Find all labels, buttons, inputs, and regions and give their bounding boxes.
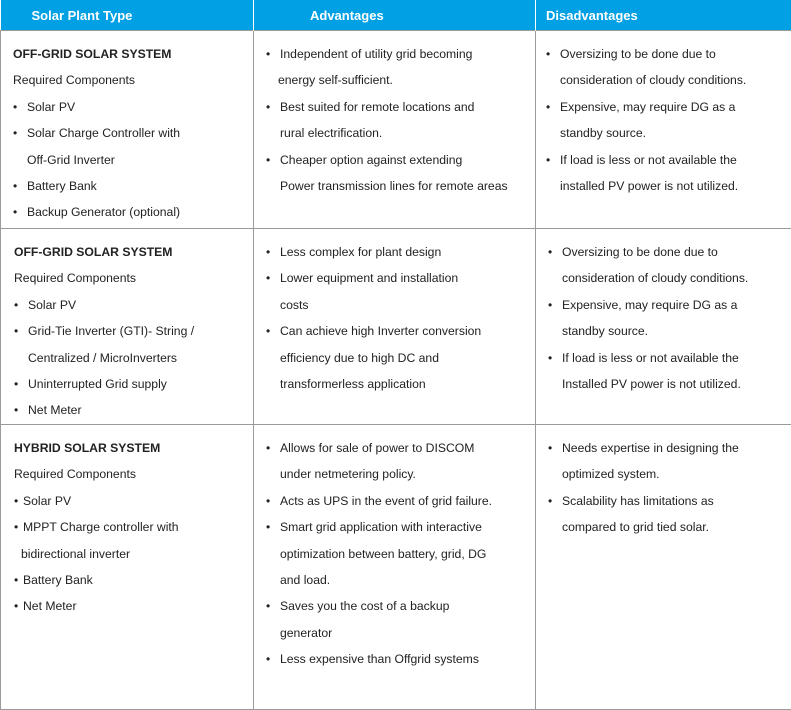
bullet-icon: • xyxy=(266,593,280,619)
advantage-item: Smart grid application with interactive xyxy=(280,520,482,534)
disadvantage-item: Scalability has limitations as xyxy=(562,494,714,508)
bullet-icon: • xyxy=(14,292,28,318)
bullet-icon: • xyxy=(546,94,560,120)
system-title: HYBRID SOLAR SYSTEM xyxy=(14,435,253,461)
component-item: Battery Bank xyxy=(27,179,97,193)
advantage-item: Cheaper option against extending xyxy=(280,153,462,167)
advantage-item-continued: rural electrification. xyxy=(280,126,382,140)
bullet-icon: • xyxy=(14,397,28,423)
bullet-icon: • xyxy=(13,94,27,120)
system-title: OFF-GRID SOLAR SYSTEM xyxy=(14,239,253,265)
header-disadvantages: Disadvantages xyxy=(536,0,791,31)
bullet-icon: • xyxy=(266,318,280,344)
bullet-icon: • xyxy=(546,41,560,67)
disadvantage-item-continued: standby source. xyxy=(562,324,648,338)
components-label: Required Components xyxy=(14,265,253,291)
bullet-icon: • xyxy=(14,318,28,344)
disadvantages-cell xyxy=(536,425,791,710)
bullet-icon: • xyxy=(546,147,560,173)
bullet-icon: • xyxy=(548,345,562,371)
component-item: Solar PV xyxy=(27,100,75,114)
disadvantage-item: If load is less or not available the xyxy=(562,351,739,365)
header-solar-plant-type: Solar Plant Type xyxy=(1,0,254,31)
bullet-icon: • xyxy=(14,488,23,514)
component-item: Net Meter xyxy=(23,599,77,613)
component-item-continued: bidirectional inverter xyxy=(21,547,130,561)
advantage-item-continued: under netmetering policy. xyxy=(280,467,416,481)
bullet-icon: • xyxy=(266,147,280,173)
advantage-item: Allows for sale of power to DISCOM xyxy=(280,441,474,455)
disadvantage-item-continued: standby source. xyxy=(560,126,646,140)
bullet-icon: • xyxy=(13,120,27,146)
bullet-icon: • xyxy=(266,265,280,291)
bullet-icon: • xyxy=(14,371,28,397)
disadvantage-item-continued: consideration of cloudy conditions. xyxy=(560,73,746,87)
header-row xyxy=(1,0,791,31)
component-item: Backup Generator (optional) xyxy=(27,205,180,219)
type-cell xyxy=(1,425,254,710)
component-item: MPPT Charge controller with xyxy=(23,520,179,534)
advantage-item-continued: transformerless application xyxy=(280,377,426,391)
component-item: Battery Bank xyxy=(23,573,93,587)
system-title: OFF-GRID SOLAR SYSTEM xyxy=(13,41,253,67)
component-item: Net Meter xyxy=(28,403,82,417)
advantage-item-continued: energy self-sufficient. xyxy=(278,73,393,87)
advantage-item-continued: and load. xyxy=(280,573,330,587)
disadvantage-item: Needs expertise in designing the xyxy=(562,441,739,455)
bullet-icon: • xyxy=(548,292,562,318)
advantage-item-continued: efficiency due to high DC and xyxy=(280,351,439,365)
disadvantage-item-continued: consideration of cloudy conditions. xyxy=(562,271,748,285)
component-item-continued: Off-Grid Inverter xyxy=(27,153,115,167)
component-item: Solar PV xyxy=(28,298,76,312)
disadvantage-item: Expensive, may require DG as a xyxy=(560,100,735,114)
table-row xyxy=(1,425,791,710)
advantages-cell xyxy=(254,229,536,425)
bullet-icon: • xyxy=(548,435,562,461)
advantage-item-continued: optimization between battery, grid, DG xyxy=(280,547,486,561)
advantage-item: Acts as UPS in the event of grid failure. xyxy=(280,494,492,508)
disadvantage-item-continued: installed PV power is not utilized. xyxy=(560,179,738,193)
bullet-icon: • xyxy=(13,173,27,199)
advantage-item-continued: generator xyxy=(280,626,332,640)
disadvantage-item: Oversizing to be done due to xyxy=(560,47,716,61)
bullet-icon: • xyxy=(14,514,23,540)
bullet-icon: • xyxy=(14,567,23,593)
component-item: Solar PV xyxy=(23,494,71,508)
bullet-icon: • xyxy=(548,239,562,265)
component-item-continued: Centralized / MicroInverters xyxy=(28,351,177,365)
components-label: Required Components xyxy=(14,461,253,487)
advantage-item: Less complex for plant design xyxy=(280,245,441,259)
advantages-cell xyxy=(254,31,536,229)
advantage-item: Lower equipment and installation xyxy=(280,271,458,285)
bullet-icon: • xyxy=(266,239,280,265)
type-cell xyxy=(1,31,254,229)
advantages-cell xyxy=(254,425,536,710)
disadvantage-item: Oversizing to be done due to xyxy=(562,245,718,259)
bullet-icon: • xyxy=(266,646,280,672)
advantage-item: Less expensive than Offgrid systems xyxy=(280,652,479,666)
bullet-icon: • xyxy=(266,94,280,120)
disadvantages-cell xyxy=(536,229,791,425)
bullet-icon: • xyxy=(13,199,27,225)
type-cell xyxy=(1,229,254,425)
advantage-item: Saves you the cost of a backup xyxy=(280,599,449,613)
bullet-icon: • xyxy=(266,514,280,540)
advantage-item-continued: Power transmission lines for remote areas xyxy=(280,179,508,193)
bullet-icon: • xyxy=(266,435,280,461)
components-label: Required Components xyxy=(13,67,253,93)
advantage-item: Best suited for remote locations and xyxy=(280,100,474,114)
component-item: Grid-Tie Inverter (GTI)- String / xyxy=(28,324,194,338)
disadvantage-item: Expensive, may require DG as a xyxy=(562,298,737,312)
component-item: Solar Charge Controller with xyxy=(27,126,180,140)
bullet-icon: • xyxy=(548,488,562,514)
disadvantage-item: If load is less or not available the xyxy=(560,153,737,167)
advantage-item: Can achieve high Inverter conversion xyxy=(280,324,481,338)
disadvantage-item-continued: optimized system. xyxy=(562,467,660,481)
bullet-icon: • xyxy=(266,41,280,67)
bullet-icon: • xyxy=(14,593,23,619)
header-advantages: Advantages xyxy=(254,0,536,31)
advantage-item: Independent of utility grid becoming xyxy=(280,47,472,61)
disadvantage-item-continued: compared to grid tied solar. xyxy=(562,520,709,534)
disadvantage-item-continued: Installed PV power is not utilized. xyxy=(562,377,741,391)
advantage-item-continued: costs xyxy=(280,298,308,312)
disadvantages-cell xyxy=(536,31,791,229)
component-item: Uninterrupted Grid supply xyxy=(28,377,167,391)
bullet-icon: • xyxy=(266,488,280,514)
table-row xyxy=(1,229,791,425)
table-row xyxy=(1,31,791,229)
